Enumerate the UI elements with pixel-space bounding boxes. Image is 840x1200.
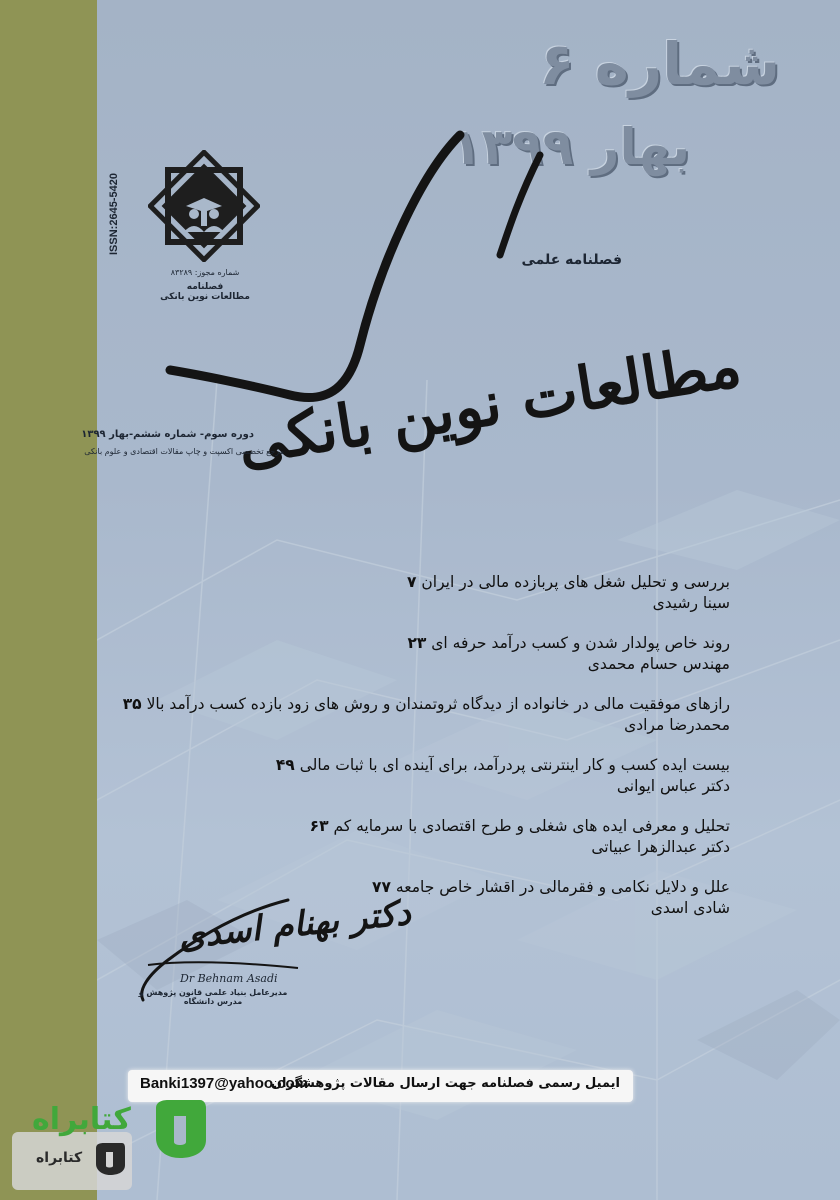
- article-title: علل و دلایل نکامی و فقرمالی در اقشار خاص جامعه: [395, 878, 730, 896]
- toc-entry: [130, 816, 730, 858]
- logo-license-line: شماره مجوز: ۸۳۲۸۹: [170, 268, 240, 277]
- logo-label-line1: فصلنامه: [186, 282, 224, 292]
- issn-number: ISSN:2645-5420: [108, 173, 120, 255]
- volume-subtitle: مرجع تخصصی اکسپت و چاپ مقالات اقتصادی و علوم بانکی: [84, 447, 284, 456]
- bookmark-leaf-icon: [148, 1098, 208, 1160]
- article-title: بررسی و تحلیل شغل های پربازده مالی در ایران: [421, 573, 730, 591]
- article-page: ۲۳: [407, 634, 427, 652]
- issue-number: شماره ۶: [539, 30, 780, 98]
- toc-entry-title: [130, 816, 730, 837]
- toc-entry: [122, 694, 730, 736]
- issue-season: بهار ۱۳۹۹: [451, 118, 690, 176]
- toc-entry: [130, 755, 730, 797]
- signature-latin-name: Dr Behnam Asadi: [180, 972, 278, 985]
- signature-role: مدیرعامل بنیاد علمی قانون پژوهش و مدرس دانشگاه: [138, 988, 288, 1006]
- article-title: بیست ایده کسب و کار اینترنتی پردرآمد، برای آینده ای با ثبات مالی: [299, 756, 730, 774]
- logo-label-line2: مطالعات نوین بانکی: [160, 292, 250, 302]
- journal-title: مطالعات نوین بانکی: [232, 330, 746, 480]
- article-page: ۶۳: [309, 817, 329, 835]
- watermark-brand-small: کتابراه: [36, 1150, 83, 1166]
- journal-email[interactable]: Banki1397@yahoo.com: [140, 1075, 309, 1092]
- email-label: ایمیل رسمی فصلنامه جهت ارسال مقالات پژوهشگران: [270, 1076, 620, 1091]
- bookmark-leaf-small-icon: [92, 1142, 126, 1176]
- toc-entry-title: [130, 755, 730, 776]
- signature-name: دکتر بهنام اسدی: [176, 892, 413, 958]
- toc-entry: [130, 572, 730, 614]
- watermark-brand: کتابراه: [32, 1102, 131, 1137]
- toc-entry: [130, 633, 730, 675]
- article-title: روند خاص پولدار شدن و کسب درآمد حرفه ای: [431, 634, 730, 652]
- article-page: ۷: [407, 573, 417, 591]
- article-author: محمدرضا مرادی: [624, 716, 730, 734]
- table-of-contents: [122, 572, 730, 938]
- article-author: دکتر عبدالزهرا عبیاتی: [591, 838, 730, 856]
- article-page: ۴۹: [275, 756, 295, 774]
- article-title: رازهای موفقیت مالی در خانواده از دیدگاه ثروتمندان و روش های زود بازده کسب درآمد بالا: [146, 695, 730, 713]
- cover-spine: [0, 0, 97, 1200]
- volume-issue-line: دوره سوم- شماره ششم-بهار ۱۳۹۹: [81, 429, 254, 440]
- article-author: شادی اسدی: [650, 899, 730, 917]
- article-author: دکتر عباس ایوانی: [616, 777, 730, 795]
- article-page: ۳۵: [122, 695, 142, 713]
- article-author: سینا رشیدی: [652, 594, 730, 612]
- article-author: مهندس حسام محمدی: [587, 655, 730, 673]
- article-title: تحلیل و معرفی ایده های شغلی و طرح اقتصادی با سرمایه کم: [333, 817, 730, 835]
- toc-entry-title: [130, 633, 730, 654]
- toc-entry-title: [122, 694, 730, 715]
- journal-qualifier: فصلنامه علمی: [521, 252, 622, 268]
- toc-entry-title: [130, 572, 730, 593]
- article-page: ۷۷: [372, 878, 391, 896]
